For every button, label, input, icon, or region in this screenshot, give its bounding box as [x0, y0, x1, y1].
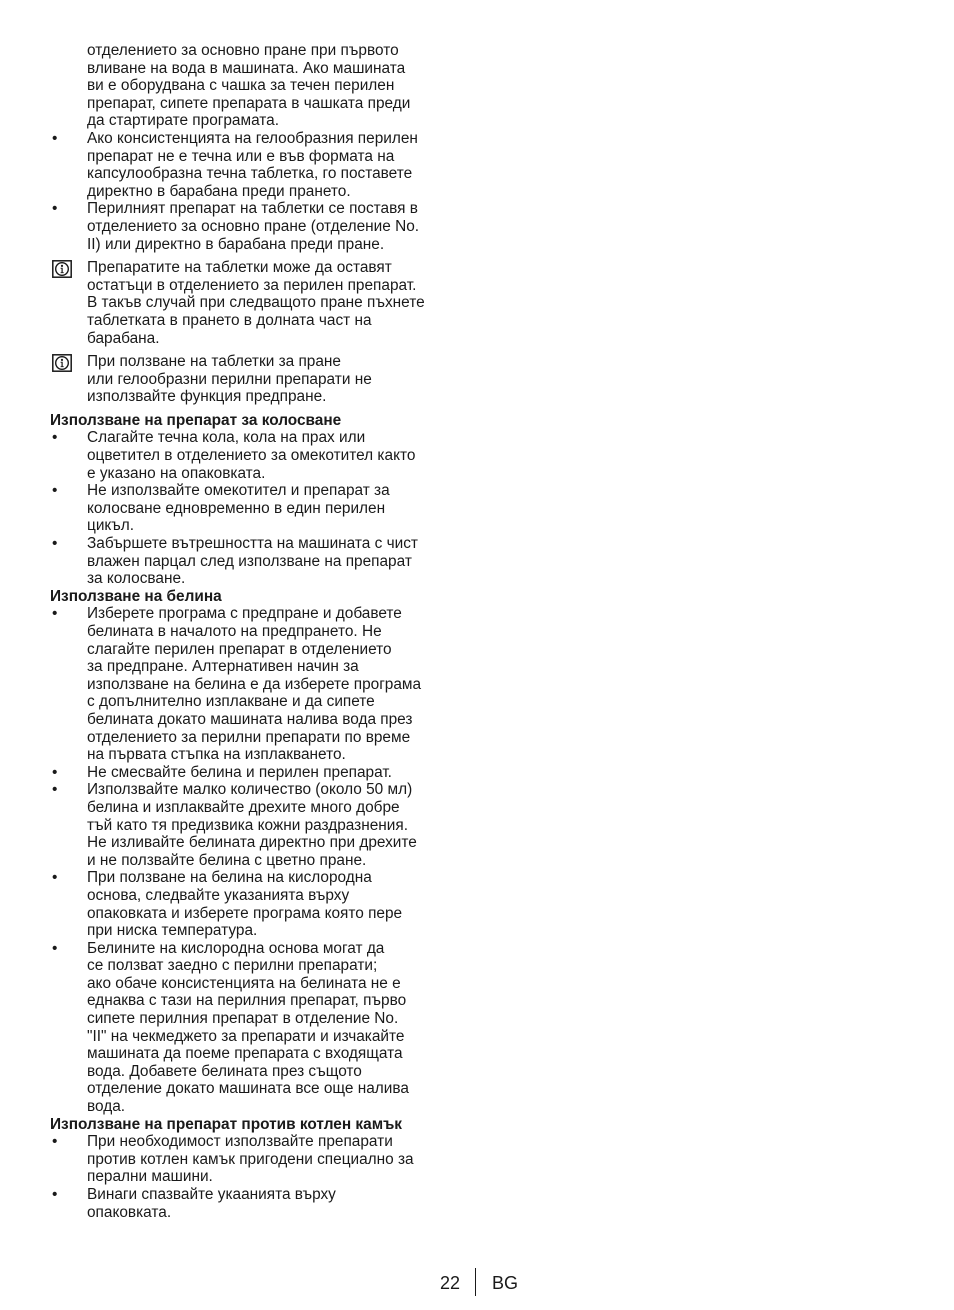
footer-divider [475, 1268, 476, 1296]
text-line: перални машини. [87, 1168, 213, 1186]
bullet: • [52, 605, 58, 623]
text-line: сипете перилния препарат в отделение No. [87, 1010, 399, 1028]
text-line: и не ползвайте белина с цветно пране. [87, 851, 367, 869]
info-icon [52, 354, 72, 372]
text-line: опаковката и изберете програма която пере [87, 904, 403, 922]
list-item [50, 1186, 470, 1221]
bullet: • [52, 200, 58, 218]
text-line: влажен парцал след използване на препарат [87, 552, 412, 570]
paragraph [50, 42, 470, 130]
list-item [50, 429, 470, 482]
document-column [50, 42, 470, 1221]
info-note [50, 353, 470, 406]
bullet: • [52, 482, 58, 500]
list-item [50, 482, 470, 535]
bullet: • [52, 1186, 58, 1203]
text-line: Не използвайте омекотител и препарат за [87, 482, 390, 500]
text-line: Препаратите на таблетки може да оставят [87, 259, 392, 277]
text-line: Изберете програма с предпране и добавете [87, 605, 402, 623]
text-line: белината в началото на предпрането. Не [87, 623, 382, 640]
bullet: • [52, 429, 58, 447]
text-line: отделение докато машината все още налива [87, 1080, 409, 1098]
language-code: BG [492, 1273, 519, 1293]
text-line: При ползване на таблетки за пране [87, 353, 341, 371]
text-line: капсулообразна течна таблетка, го поставете [87, 165, 413, 183]
list-item [50, 130, 470, 200]
text-line: При ползване на белина на кислородна [87, 869, 372, 887]
text-line: вливане на вода в машината. Ако машината [87, 59, 406, 77]
section-heading [50, 588, 470, 606]
list-item [50, 869, 470, 939]
text-line: Забършете вътрешността на машината с чист [87, 535, 418, 553]
text-line: препарат не е течна или е във формата на [87, 147, 395, 165]
text-line: таблетката в прането в долната част на [87, 311, 372, 329]
text-line: да стартирате програмата. [87, 112, 280, 130]
text-line: за колосване. [87, 570, 186, 588]
text-line: Не смесвайте белина и перилен препарат. [87, 763, 392, 781]
text-line: при ниска температура. [87, 922, 258, 940]
text-line: за предпране. Алтернативен начин за [87, 658, 359, 676]
list-item [50, 764, 470, 782]
bullet: • [52, 939, 58, 957]
text-line: Използвайте малко количество (около 50 мл) [87, 781, 413, 799]
list-item [50, 200, 470, 253]
list-item [50, 1133, 470, 1186]
text-line: белина и изплаквайте дрехите много добре [87, 798, 400, 816]
text-line: "II" на чекмеджето за препарати и изчакайте [87, 1027, 405, 1045]
bullet: • [52, 129, 58, 147]
text-line: вода. Добавете белината през същото [87, 1062, 362, 1080]
text-line: барабана. [87, 329, 160, 347]
list-item [50, 781, 470, 869]
info-note [50, 259, 470, 347]
text-line: използване на белина е да изберете програма [87, 675, 422, 693]
text-line: белината докато машината налива вода през [87, 710, 413, 728]
bullet: • [52, 535, 58, 553]
text-line: Ако консистенцията на гелообразния перилен [87, 129, 418, 147]
text-line: Не изливайте белината директно при дрехите [87, 834, 417, 852]
text-line: В такъв случай при следващото пране пъхнете [87, 294, 425, 312]
text-line: против котлен камък пригодени специално за [87, 1150, 414, 1168]
text-line: Винаги спазвайте укаанията върху [87, 1186, 336, 1203]
text-line: Използване на белина [50, 587, 222, 605]
text-line: Перилният препарат на таблетки се поставя в [87, 200, 418, 218]
text-line: Използване на препарат против котлен камък [50, 1115, 402, 1133]
info-icon [52, 260, 72, 278]
text-line: отделението за основно пране при първото [87, 42, 399, 59]
text-line: се ползват заедно с перилни препарати; [87, 957, 378, 975]
text-line: При необходимост използвайте препарати [87, 1133, 393, 1151]
text-line: еднаква с тази на перилния препарат, първо [87, 992, 407, 1010]
text-line: Използване на препарат за колосване [50, 411, 342, 429]
text-line: ако обаче консистенцията на белината не е [87, 974, 401, 992]
text-line: използвайте функция предпране. [87, 388, 327, 406]
page-number: 22 [440, 1273, 461, 1293]
text-line: на първата стъпка на изплакването. [87, 746, 346, 764]
bullet: • [52, 869, 58, 887]
text-line: оцветител в отделението за омекотител както [87, 447, 416, 465]
text-line: с допълнително изплакване и да сипете [87, 693, 375, 711]
text-line: слагайте перилен препарат в отделението [87, 640, 392, 658]
bullet: • [52, 1133, 58, 1151]
text-line: ви е оборудвана с чашка за течен перилен [87, 77, 395, 95]
text-line: тъй като тя предизвика кожни раздразнения. [87, 816, 409, 834]
section-heading [50, 1116, 470, 1134]
text-line: директно в барабана преди прането. [87, 182, 351, 200]
text-line: колосване едновременно в един перилен [87, 499, 386, 517]
section-heading [50, 412, 470, 430]
text-line: препарат, сипете препарата в чашката преди [87, 94, 411, 112]
text-line: или гелообразни перилни препарати не [87, 370, 372, 388]
text-line: Слагайте течна кола, кола на прах или [87, 429, 366, 447]
text-line: Белините на кислородна основа могат да [87, 939, 385, 957]
text-line: остатъци в отделението за перилен препарат. [87, 276, 417, 294]
list-item [50, 940, 470, 1116]
text-line: основа, следвайте указанията върху [87, 886, 350, 904]
text-line: II) или директно в барабана преди пране. [87, 235, 385, 253]
text-line: отделението за основно пране (отделение No. [87, 217, 420, 235]
text-line: цикъл. [87, 517, 135, 535]
text-line: е указано на опаковката. [87, 464, 266, 482]
list-item [50, 605, 470, 763]
bullet: • [52, 781, 58, 799]
text-line: машината да поеме препарата с входящата [87, 1045, 403, 1063]
text-line: вода. [87, 1098, 126, 1116]
bullet: • [52, 763, 58, 781]
text-line: опаковката. [87, 1203, 172, 1221]
list-item [50, 535, 470, 588]
text-line: отделението за перилни препарати по време [87, 728, 411, 746]
